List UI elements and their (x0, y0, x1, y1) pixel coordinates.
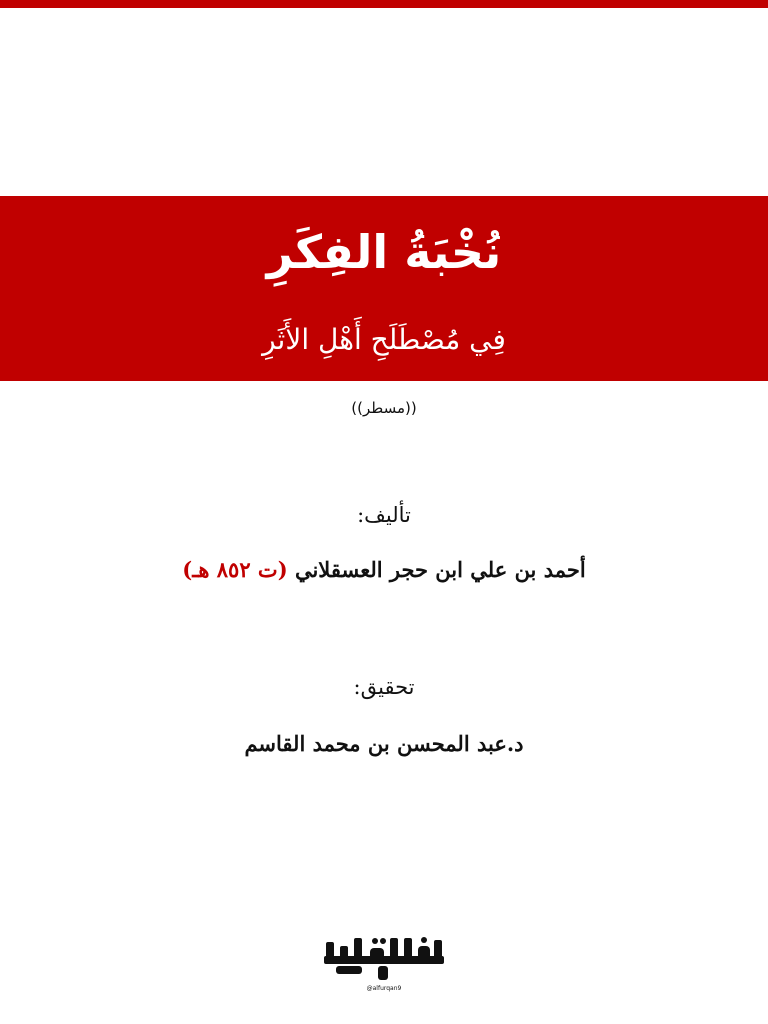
editor-label: تحقيق: (353, 675, 415, 699)
top-accent-bar (0, 0, 768, 8)
book-title: نُخْبَةُ الفِكَرِ (266, 225, 502, 279)
author-line (0, 554, 768, 586)
author-name: أحمد بن علي ابن حجر العسقلاني (294, 557, 586, 582)
publisher-logo (318, 934, 450, 998)
editor-name: د.عبد المحسن بن محمد القاسم (244, 731, 524, 756)
furqan-logo-icon (318, 934, 450, 984)
logo-social-handles: @alfurqan9 (366, 985, 402, 992)
author-label: تأليف: (357, 503, 411, 527)
edition-note: ((مسطر)) (351, 399, 417, 417)
author-death-date: (ت ٨٥٢ هـ) (182, 557, 288, 582)
book-subtitle: فِي مُصْطَلَحِ أَهْلِ الأَثَرِ (262, 323, 506, 356)
